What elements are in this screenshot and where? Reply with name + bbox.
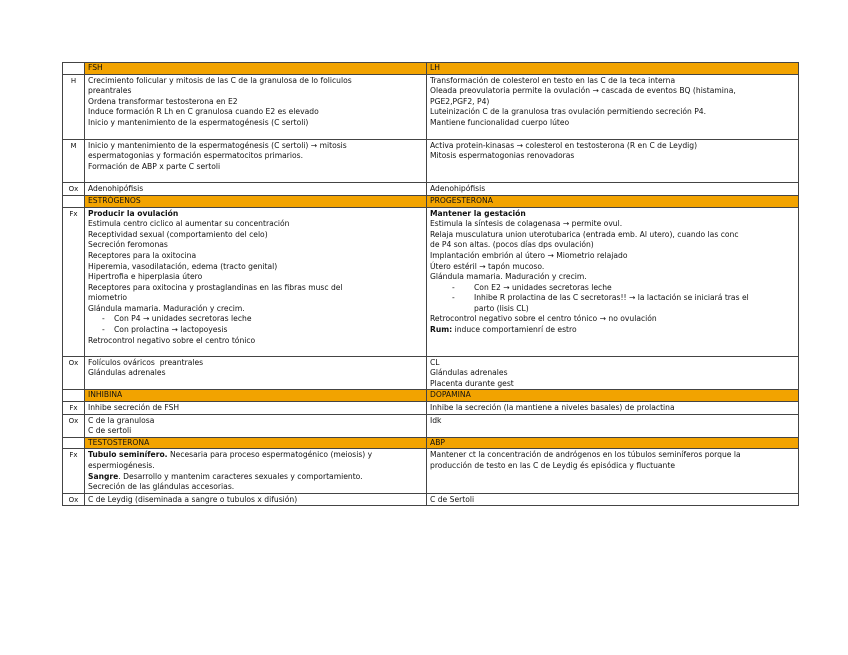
text-line: espermiogénesis. <box>88 461 155 470</box>
text-line: Crecimiento folicular y mitosis de las C de la granulosa de lo foliculos <box>88 75 352 85</box>
inhibina-fx-cell: Inhibe secreción de FSH <box>85 402 427 415</box>
text-line: Glándulas adrenales <box>88 368 166 378</box>
testosterona-fx-cell <box>85 449 427 493</box>
dopamina-fx-cell: Inhibe la secreción (la mantiene a niveles basales) de prolactina <box>427 402 799 415</box>
text-line: C de la granulosa <box>88 415 155 425</box>
text-line: Activa protein-kinasas → colesterol en testosterona (R en C de Leydig) <box>430 140 698 150</box>
lh-h-cell <box>427 74 799 139</box>
header-row-inhibina-dopamina <box>63 390 799 402</box>
text-line: Mantener ct la concentración de andrógenos en los túbulos seminíferos porque la <box>430 450 741 460</box>
header-abp: ABP <box>427 437 799 449</box>
row-estrogenos-progesterona-fx <box>63 207 799 356</box>
text-line: Glándula mamaria. Maduración y crecim. <box>88 303 245 313</box>
row-testosterona-abp-ox <box>63 493 799 506</box>
text-span: Necesaria para proceso espermatogénico (meiosis) y <box>167 450 373 460</box>
fsh-h-cell <box>85 74 427 139</box>
text-line: Receptores para la oxitocina <box>88 250 197 260</box>
spacer <box>88 172 423 182</box>
dopamina-ox-cell: Idk <box>427 414 799 437</box>
hormone-table <box>62 62 799 506</box>
estrogenos-fx-cell <box>85 207 427 356</box>
text-line: Receptividad sexual (comportamiento del celo) <box>88 229 268 239</box>
text-line: Mitosis espermatogonias renovadoras <box>430 151 575 161</box>
text-line: Útero estéril → tapón mucoso. <box>430 261 545 271</box>
text-line: Ordena transformar testosterona en E2 <box>88 96 238 106</box>
text-line: PGE2,PGF2, P4) <box>430 96 490 106</box>
text-line: Secreción de las glándulas accesorias. <box>88 482 235 492</box>
row-label-ox: Ox <box>63 183 85 196</box>
text-line: Mantiene funcionalidad cuerpo lúteo <box>430 117 570 127</box>
text-line: Relaja musculatura union uterotubarica (entrada emb. Al utero), cuando las conc <box>430 229 739 239</box>
text-line: Glándulas adrenales <box>430 368 508 378</box>
progesterona-fx-title: Mantener la gestación <box>430 208 526 218</box>
text-line: Folículos ováricos preantrales <box>88 357 204 367</box>
text-line: Formación de ABP x parte C sertoli <box>88 161 221 171</box>
text-line: producción de testo en las C de Leydig és episódica y fluctuante <box>430 461 676 470</box>
text-line: de P4 son altas. (pocos días dps ovulación) <box>430 240 594 250</box>
header-row-estrogenos-progesterona <box>63 195 799 207</box>
row-label-h: H <box>63 74 85 139</box>
header-inhibina: INHIBINA <box>85 390 427 402</box>
sub-bullet-continuation: parto (lisis CL) <box>474 303 529 313</box>
text-line: CL <box>430 357 440 367</box>
rum-label: Rum: <box>430 325 453 335</box>
row-inhibina-dopamina-fx <box>63 402 799 415</box>
text-line: Implantación embrión al útero → Miometrio relajado <box>430 250 628 260</box>
text-line: C de sertoli <box>88 426 132 436</box>
spacer <box>430 336 795 346</box>
header-blank <box>63 390 85 402</box>
lh-m-cell <box>427 139 799 183</box>
text-line: Hipertrofia e hiperplasia útero <box>88 272 203 282</box>
row-fsh-lh-m <box>63 139 799 183</box>
progesterona-ox-cell <box>427 356 799 390</box>
estrogenos-ox-cell <box>85 356 427 390</box>
header-lh: LH <box>427 63 799 75</box>
text-line: Inicio y mantenimiento de la espermatogénesis (C sertoli) <box>88 117 309 127</box>
rum-text: induce comportamienrí de estro <box>452 325 577 335</box>
header-row-testosterona-abp <box>63 437 799 449</box>
text-span: . Desarrollo y mantenim caracteres sexuales y comportamiento. <box>118 471 363 481</box>
fsh-m-cell <box>85 139 427 183</box>
text-line: Glándula mamaria. Maduración y crecim. <box>430 272 587 282</box>
sub-bullet: - Con P4 → unidades secretoras leche <box>88 314 423 325</box>
bold-term: Sangre <box>88 471 119 481</box>
row-fsh-lh-h <box>63 74 799 139</box>
row-fsh-lh-ox <box>63 183 799 196</box>
abp-ox-cell: C de Sertoli <box>427 493 799 506</box>
row-label-ox: Ox <box>63 356 85 390</box>
header-blank <box>63 195 85 207</box>
abp-fx-cell <box>427 449 799 493</box>
spacer <box>430 346 795 356</box>
fsh-ox-cell: Adenohipófisis <box>85 183 427 196</box>
text-line: Hiperemia, vasodilatación, edema (tracto genital) <box>88 261 278 271</box>
header-progesterona: PROGESTERONA <box>427 195 799 207</box>
sub-bullet: - Con E2 → unidades secretoras leche <box>430 283 795 294</box>
inhibina-ox-cell <box>85 414 427 437</box>
header-blank <box>63 63 85 75</box>
text-line: Oleada preovulatoria permite la ovulación → cascada de eventos BQ (histamina, <box>430 86 736 96</box>
row-label-fx: Fx <box>63 207 85 356</box>
text-line: Inicio y mantenimiento de la espermatogénesis (C sertoli) → mitosis <box>88 140 347 150</box>
bold-term: Tubulo seminífero. <box>88 450 168 460</box>
header-testosterona: TESTOSTERONA <box>85 437 427 449</box>
testosterona-ox-cell: C de Leydig (diseminada a sangre o tubulos x difusión) <box>85 493 427 506</box>
text-line: Placenta durante gest <box>430 378 514 388</box>
text-line: Retrocontrol negativo sobre el centro tónico <box>88 335 256 345</box>
row-label-fx: Fx <box>63 402 85 415</box>
row-label-ox: Ox <box>63 414 85 437</box>
text-line: preantrales <box>88 86 132 96</box>
header-blank <box>63 437 85 449</box>
row-label-ox: Ox <box>63 493 85 506</box>
row-label-fx: Fx <box>63 449 85 493</box>
text-line <box>88 472 423 483</box>
rum-line <box>430 325 795 336</box>
text-line: Receptores para oxitocina y prostaglandinas en las fibras musc del <box>88 282 343 292</box>
row-testosterona-abp-fx <box>63 449 799 493</box>
text-line: Luteinización C de la granulosa tras ovulación permitiendo secreción P4. <box>430 107 707 117</box>
row-label-m: M <box>63 139 85 183</box>
header-row-fsh-lh <box>63 63 799 75</box>
text-line: Retrocontrol negativo sobre el centro tónico → no ovulación <box>430 314 657 324</box>
lh-ox-cell: Adenohipófisis <box>427 183 799 196</box>
header-dopamina: DOPAMINA <box>427 390 799 402</box>
header-estrogenos: ESTRÓGENOS <box>85 195 427 207</box>
text-line: Transformación de colesterol en testo en las C de la teca interna <box>430 75 676 85</box>
progesterona-fx-cell <box>427 207 799 356</box>
row-inhibina-dopamina-ox <box>63 414 799 437</box>
text-line: miometrio <box>88 293 128 303</box>
text-line: Estimula la síntesis de colagenasa → permite ovul. <box>430 219 623 229</box>
text-line: Secreción feromonas <box>88 240 168 250</box>
text-line: Induce formación R Lh en C granulosa cuando E2 es elevado <box>88 107 319 117</box>
text-line: espermatogonias y formación espermatocitos primarios. <box>88 151 304 161</box>
text-line: Estimula centro ciclico al aumentar su concentración <box>88 219 290 229</box>
row-estrogenos-progesterona-ox <box>63 356 799 390</box>
estrogenos-fx-title: Producir la ovulación <box>88 208 179 218</box>
sub-bullet: - Con prolactina → lactopoyesis <box>88 325 423 336</box>
text-line <box>88 450 423 461</box>
header-fsh: FSH <box>85 63 427 75</box>
sub-bullet: - Inhibe R prolactina de las C secretoras!! → la lactación se iniciará tras el <box>430 293 795 304</box>
spacer <box>88 129 423 139</box>
